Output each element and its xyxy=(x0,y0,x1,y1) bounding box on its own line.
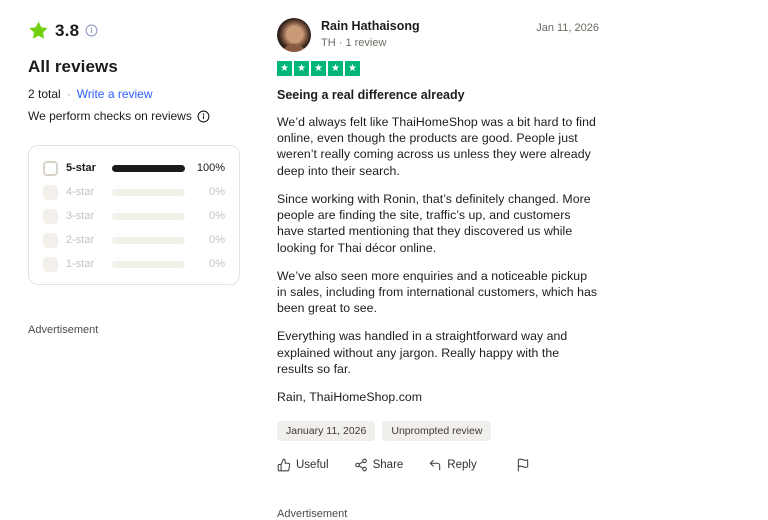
unprompted-review-badge[interactable]: Unprompted review xyxy=(382,421,491,441)
checks-note-row xyxy=(28,109,249,123)
advertisement-label-bottom: Advertisement xyxy=(277,508,348,520)
star-rating xyxy=(277,61,599,76)
filter-checkbox-1-star xyxy=(43,257,58,272)
date-badge[interactable]: January 11, 2026 xyxy=(277,421,375,441)
useful-label: Useful xyxy=(296,459,329,472)
reviewer-meta: TH · 1 review xyxy=(321,37,387,49)
breakdown-label: 3-star xyxy=(66,210,95,222)
write-review-link[interactable]: Write a review xyxy=(76,87,153,101)
review-paragraph: We’ve also seen more enquiries and a noticeable pickup in sales, including from international customers, which has been great to see. xyxy=(277,268,598,316)
advertisement-label-left: Advertisement xyxy=(28,324,99,336)
flag-report-button[interactable] xyxy=(516,458,530,472)
review-badges xyxy=(277,421,599,441)
overall-score: 3.8 xyxy=(55,20,80,40)
breakdown-row-5-star xyxy=(43,160,225,176)
review-body xyxy=(277,114,599,405)
breakdown-bar xyxy=(112,189,185,196)
filter-checkbox-2-star xyxy=(43,233,58,248)
breakdown-percent: 0% xyxy=(209,210,225,222)
page-title: All reviews xyxy=(28,57,118,76)
share-button[interactable] xyxy=(354,458,404,472)
reviews-meta-row xyxy=(28,87,249,101)
breakdown-bar xyxy=(112,261,185,268)
breakdown-bar xyxy=(112,237,185,244)
star-icon xyxy=(277,61,292,76)
breakdown-label: 2-star xyxy=(66,234,95,246)
star-icon xyxy=(328,61,343,76)
review-signature: Rain, ThaiHomeShop.com xyxy=(277,390,423,405)
breakdown-percent: 0% xyxy=(209,258,225,270)
useful-button[interactable] xyxy=(277,458,329,472)
star-icon xyxy=(311,61,326,76)
breakdown-percent: 0% xyxy=(209,234,225,246)
rating-star-icon xyxy=(28,20,49,41)
breakdown-row-3-star xyxy=(43,208,225,224)
filter-checkbox-4-star xyxy=(43,185,58,200)
filter-checkbox-5-star[interactable] xyxy=(43,161,58,176)
breakdown-row-2-star xyxy=(43,232,225,248)
breakdown-row-4-star xyxy=(43,184,225,200)
star-icon xyxy=(345,61,360,76)
share-label: Share xyxy=(372,459,404,472)
checks-note: We perform checks on reviews xyxy=(28,109,192,123)
breakdown-row-1-star xyxy=(43,256,225,272)
review-paragraph: Everything was handled in a straightforward way and explained without any jargon. Really happy with the results so far. xyxy=(277,329,568,376)
star-icon xyxy=(294,61,309,76)
breakdown-bar xyxy=(112,213,185,220)
filter-checkbox-3-star xyxy=(43,209,58,224)
share-icon xyxy=(354,458,368,472)
score-info-icon[interactable] xyxy=(85,24,98,37)
reviewer-name[interactable]: Rain Hathaisong xyxy=(321,19,420,33)
review-date: Jan 11, 2026 xyxy=(536,22,599,34)
review-paragraph: We’d always felt like ThaiHomeShop was a bit hard to find online, even though the products are good. People just weren’t really coming across us unless they were already deep into their search. xyxy=(277,115,596,178)
reply-button[interactable] xyxy=(428,458,476,472)
avatar[interactable] xyxy=(277,18,311,52)
reply-label: Reply xyxy=(447,459,477,472)
checks-info-icon[interactable] xyxy=(197,110,210,123)
breakdown-label: 4-star xyxy=(66,186,95,198)
reply-icon xyxy=(428,458,442,472)
dot-separator: · xyxy=(66,87,71,101)
breakdown-bar xyxy=(112,165,185,172)
review-title: Seeing a real difference already xyxy=(277,88,465,102)
breakdown-percent: 100% xyxy=(196,162,225,174)
breakdown-label: 5-star xyxy=(66,162,96,174)
reviewer-info xyxy=(321,18,420,49)
star-breakdown-card xyxy=(28,145,240,285)
review-actions xyxy=(277,458,599,472)
thumbs-up-icon xyxy=(277,458,291,472)
review-header xyxy=(277,18,599,52)
flag-icon xyxy=(516,458,530,472)
review-card xyxy=(277,18,599,520)
breakdown-label: 1-star xyxy=(66,258,95,270)
breakdown-percent: 0% xyxy=(209,186,225,198)
review-paragraph: Since working with Ronin, that’s definitely changed. More people are finding the site, traffic’s up, and customers have started mentioning that they discovered us while looking for Thai décor online. xyxy=(277,191,591,255)
overall-score-row xyxy=(28,20,249,41)
reviews-summary-panel xyxy=(28,18,249,520)
total-count: 2 total xyxy=(28,87,61,101)
